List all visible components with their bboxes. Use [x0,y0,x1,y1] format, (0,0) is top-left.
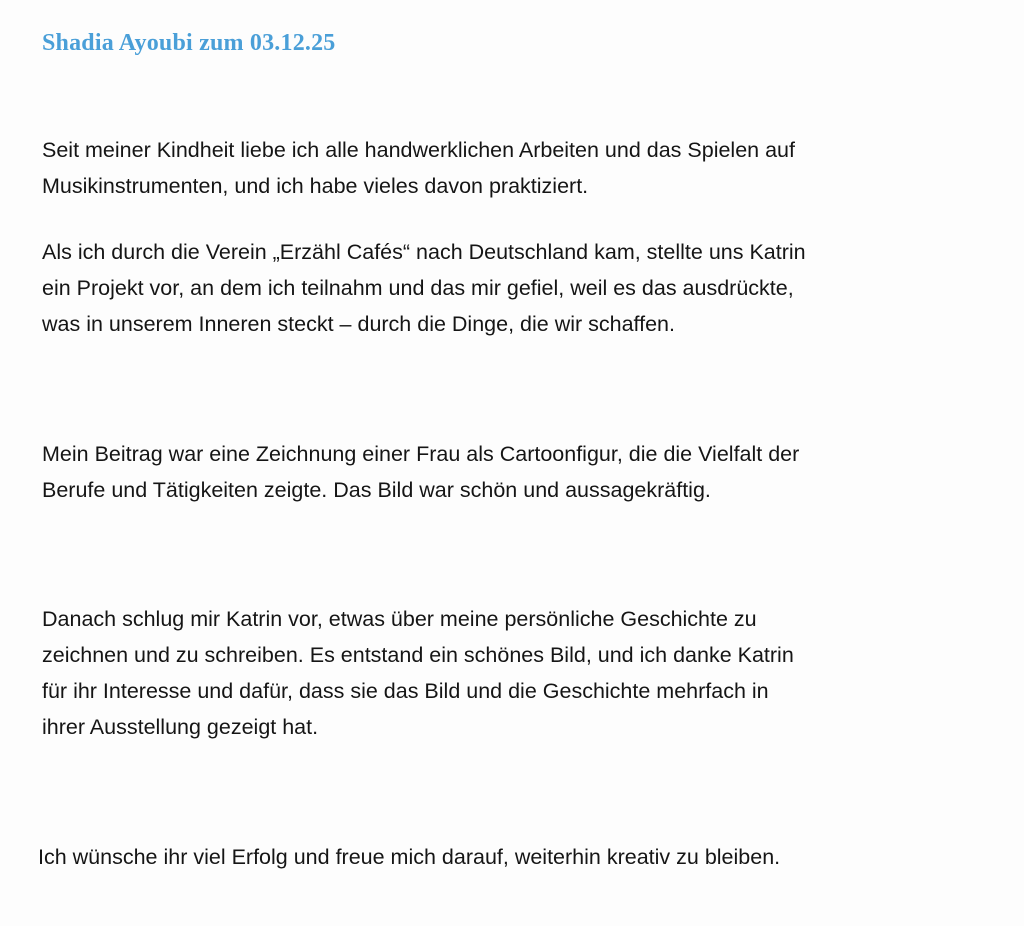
paragraph-project: Als ich durch die Verein „Erzähl Cafés“ nach Deutschland kam, stellte uns Katrin ein Projekt vor, an dem ich teilnahm und das mir gefiel, weil es das ausdrückte, was in unserem Inneren steckt – durch die Dinge, die wir schaffen. [42,240,806,336]
document-title: Shadia Ayoubi zum 03.12.25 [42,30,336,56]
paragraph-contribution: Mein Beitrag war eine Zeichnung einer Frau als Cartoonfigur, die die Vielfalt der Berufe und Tätigkeiten zeigte. Das Bild war schön und aussagekräftig. [42,442,800,502]
paragraph-childhood: Seit meiner Kindheit liebe ich alle handwerklichen Arbeiten und das Spielen auf Musikinstrumenten, und ich habe vieles davon praktiziert. [42,138,795,198]
paragraph-story: Danach schlug mir Katrin vor, etwas über meine persönliche Geschichte zu zeichnen und zu schreiben. Es entstand ein schönes Bild, und ich danke Katrin für ihr Interesse und dafür, dass sie das Bild und die Geschichte mehrfach in ihrer Ausstellung gezeigt hat. [42,607,794,739]
paragraph-closing: Ich wünsche ihr viel Erfolg und freue mich darauf, weiterhin kreativ zu bleiben. [38,845,781,869]
